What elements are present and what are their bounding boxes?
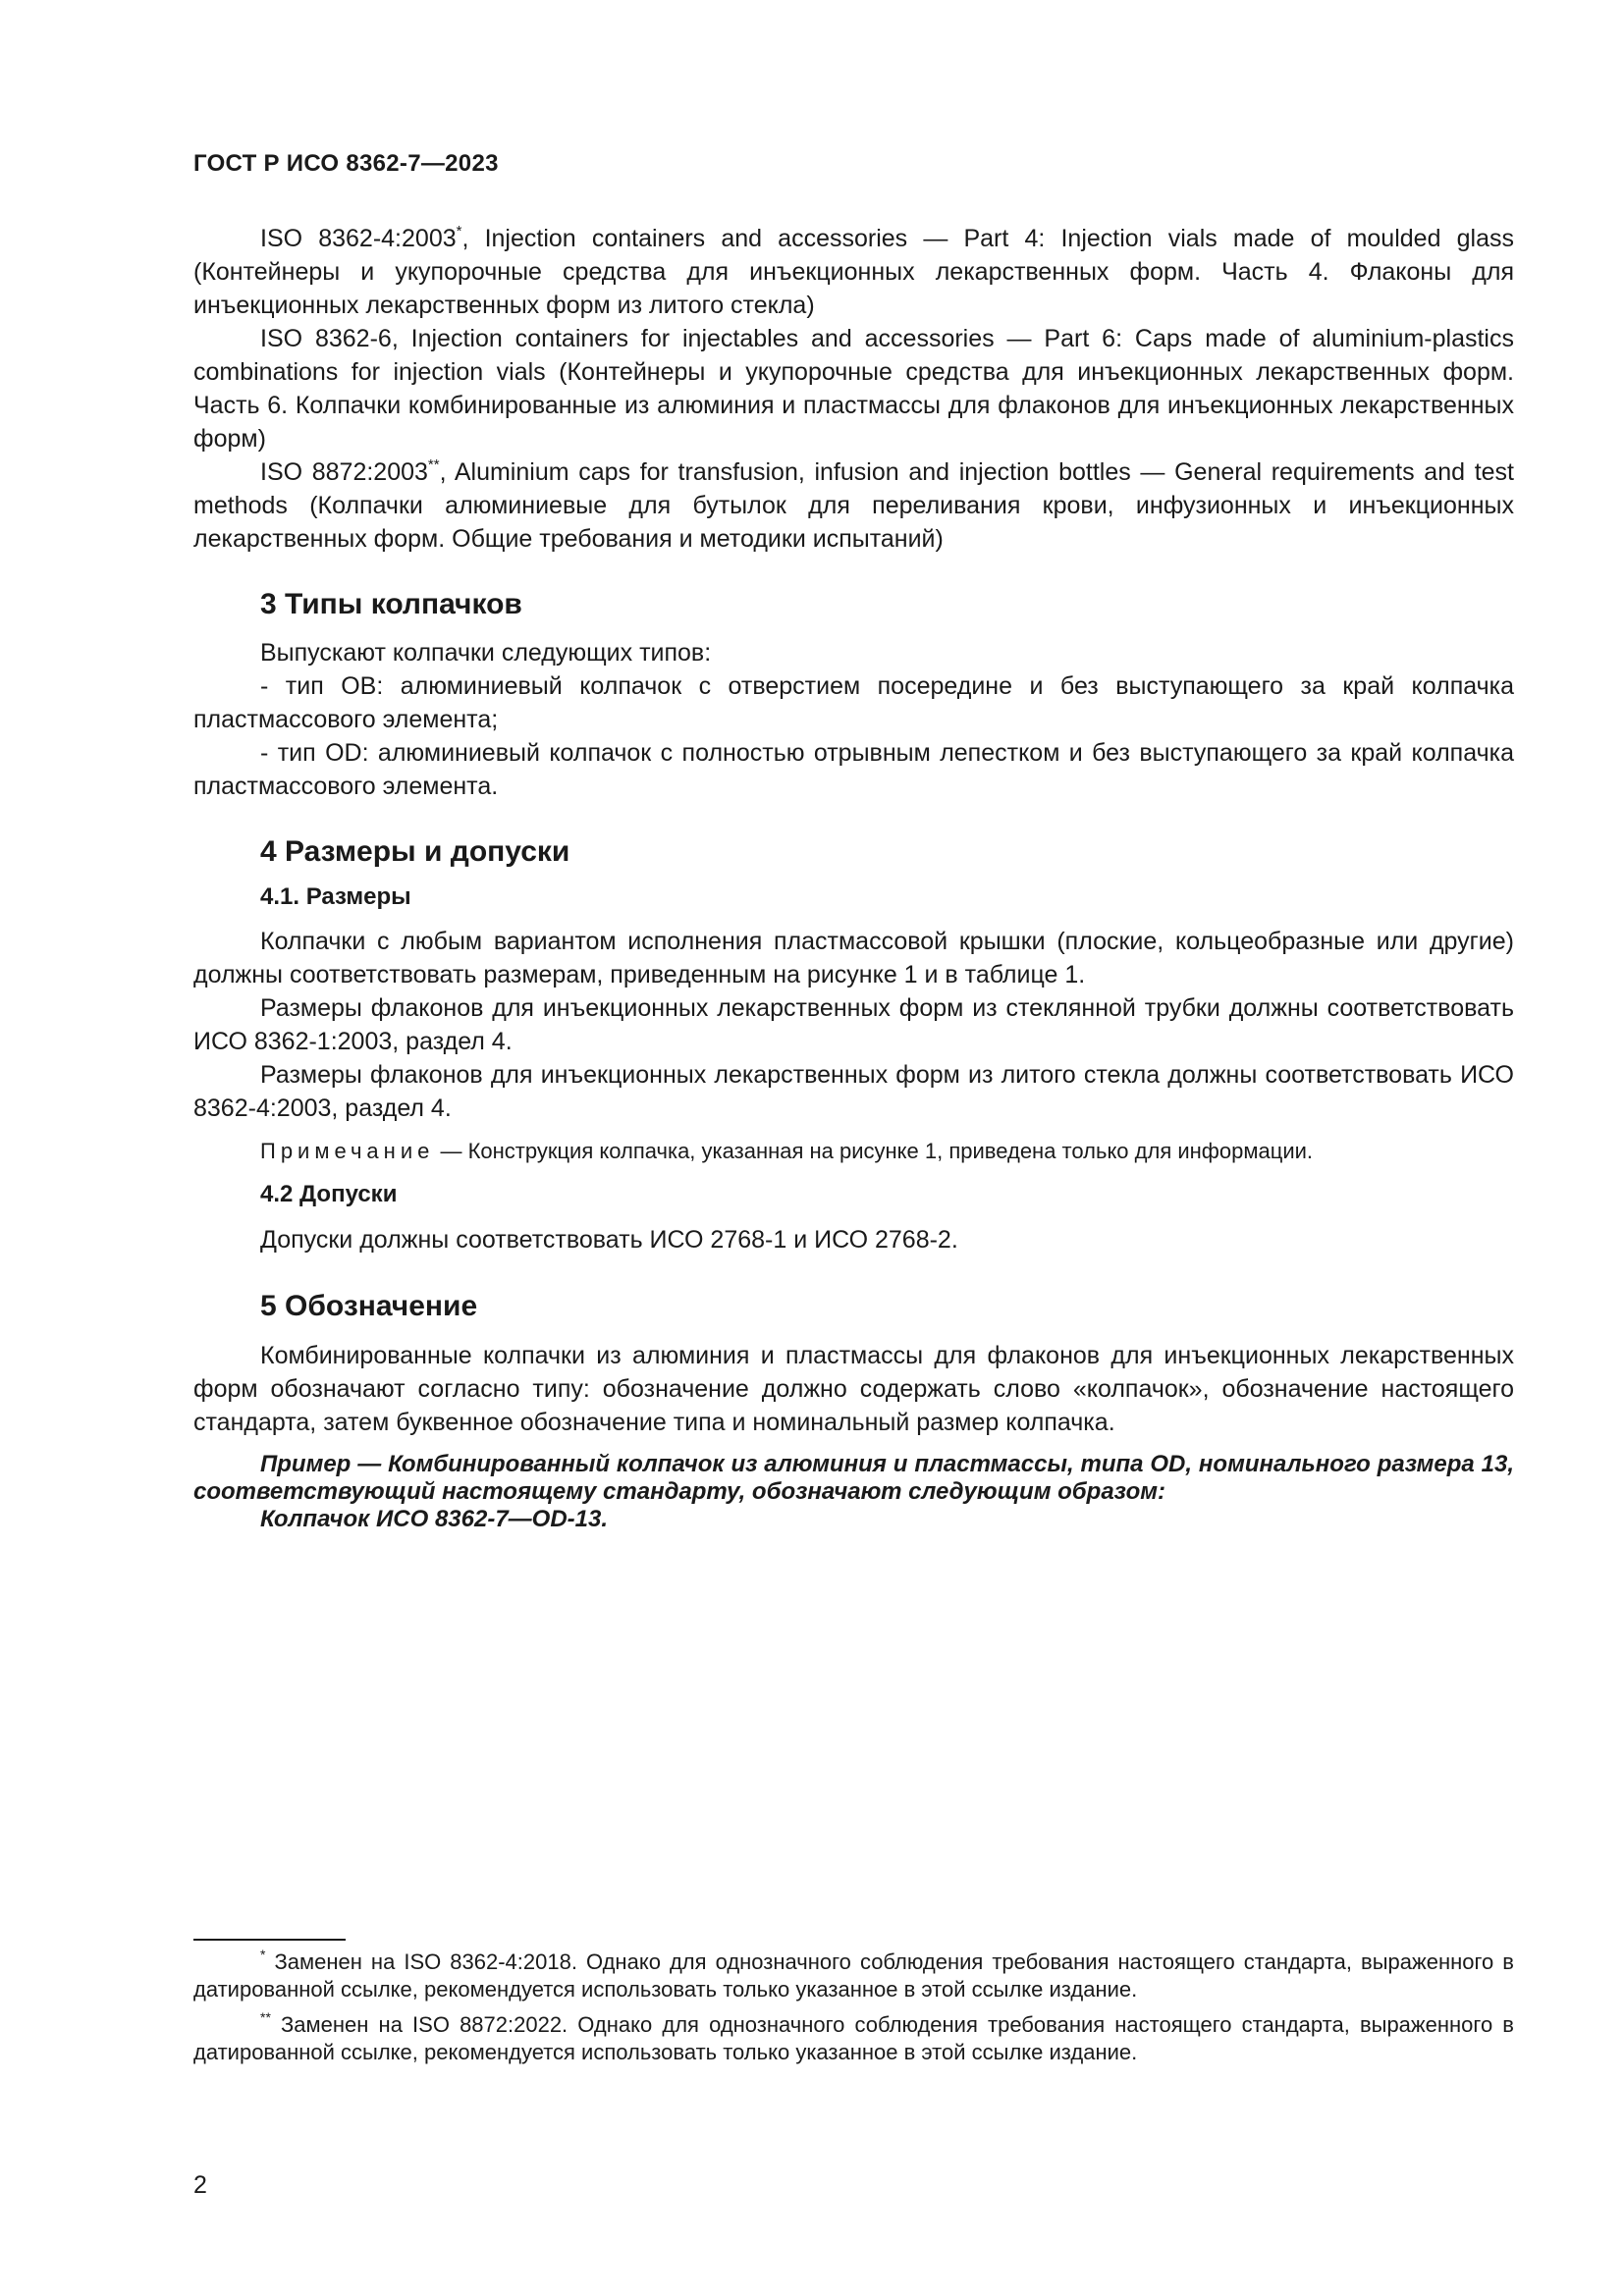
reference-code: ISO 8872:2003 bbox=[260, 458, 428, 486]
paragraph: Комбинированные колпачки из алюминия и пластмассы для флаконов для инъекционных лекарственных форм обозначают согласно типу: обозначение должно содержать слово «колпачок», обозначение настоящего стандарта, затем буквенное обозначение типа и номинальный размер колпачка. bbox=[193, 1342, 1514, 1436]
footnotes bbox=[193, 1949, 1514, 2066]
page-number: 2 bbox=[193, 2171, 207, 2199]
reference-item bbox=[193, 322, 1514, 455]
paragraph: Выпускают колпачки следующих типов: bbox=[260, 639, 712, 667]
note bbox=[193, 1137, 1514, 1166]
paragraph: - тип OD: алюминиевый колпачок с полностью отрывным лепестком и без выступающего за край колпачка пластмассового элемента. bbox=[193, 739, 1514, 800]
note-text: — Конструкция колпачка, указанная на рисунке 1, приведена только для информации. bbox=[434, 1139, 1314, 1163]
section-4-title: 4 Размеры и допуски bbox=[260, 835, 570, 868]
reference-item bbox=[193, 455, 1514, 556]
footnote-text: Заменен на ISO 8872:2022. Однако для однозначного соблюдения требования настоящего стандарта, выраженного в датированной ссылке, рекомендуется использовать только указанное в этой ссылке издание. bbox=[193, 2012, 1514, 2064]
paragraph: Колпачки с любым вариантом исполнения пластмассовой крышки (плоские, кольцеобразные или другие) должны соответствовать размерам, приведенным на рисунке 1 и в таблице 1. bbox=[193, 928, 1514, 988]
paragraph: Допуски должны соответствовать ИСО 2768-1 и ИСО 2768-2. bbox=[260, 1226, 958, 1254]
footnote-text: Заменен на ISO 8362-4:2018. Однако для однозначного соблюдения требования настоящего стандарта, выраженного в датированной ссылке, рекомендуется использовать только указанное в этой ссылке издание. bbox=[193, 1949, 1514, 2002]
paragraph: Размеры флаконов для инъекционных лекарственных форм из стеклянной трубки должны соответствовать ИСО 8362-1:2003, раздел 4. bbox=[193, 994, 1514, 1055]
reference-code: ISO 8362-6 bbox=[260, 325, 392, 352]
footnote-item bbox=[193, 1949, 1514, 2003]
normative-references bbox=[193, 222, 1514, 556]
example-text: Пример — Комбинированный колпачок из алюминия и пластмассы, типа OD, номинального размера 13, соответствующий настоящему стандарту, обозначают следующим образом: bbox=[193, 1451, 1514, 1505]
reference-text: , Aluminium caps for transfusion, infusion and injection bottles — General requirements and test methods (Колпачки алюминиевые для бутылок для переливания крови, инфузионных и инъекционных лекарственных форм. Общие требования и методики испытаний) bbox=[193, 458, 1514, 553]
example-block bbox=[193, 1451, 1514, 1533]
reference-code: ISO 8362-4:2003 bbox=[260, 225, 457, 252]
example-designation: Колпачок ИСО 8362-7—OD-13. bbox=[260, 1506, 609, 1532]
section-3-title: 3 Типы колпачков bbox=[260, 588, 522, 620]
footnote-separator bbox=[193, 1939, 346, 1941]
footnote-item bbox=[193, 2011, 1514, 2066]
footnote-mark: * bbox=[456, 223, 462, 240]
document-page bbox=[193, 0, 1514, 2296]
reference-text: , Injection containers for injectables and accessories — Part 6: Caps made of aluminium-plastics combinations for injection vials (Контейнеры и укупорочные средства для инъекционных лекарственных форм. Часть 6. Колпачки комбинированные из алюминия и пластмассы для флаконов для инъекционных лекарственных форм) bbox=[193, 325, 1514, 453]
section-5-title: 5 Обозначение bbox=[260, 1290, 478, 1322]
reference-item bbox=[193, 222, 1514, 322]
page-header-standard-id: ГОСТ Р ИСО 8362-7—2023 bbox=[193, 150, 499, 177]
document-body bbox=[193, 222, 1514, 1533]
note-label: Примечание bbox=[260, 1139, 435, 1163]
subsection-4-1-title: 4.1. Размеры bbox=[260, 883, 411, 910]
footnote-mark: * bbox=[260, 1947, 266, 1962]
footnote-mark: ** bbox=[427, 456, 440, 473]
paragraph: - тип OB: алюминиевый колпачок с отверстием посередине и без выступающего за край колпачка пластмассового элемента; bbox=[193, 672, 1514, 733]
subsection-4-2-title: 4.2 Допуски bbox=[260, 1181, 398, 1207]
reference-text: , Injection containers and accessories — Part 4: Injection vials made of moulded glass (Контейнеры и укупорочные средства для инъекционных лекарственных форм. Часть 4. Флаконы для инъекционных лекарственных форм из литого стекла) bbox=[193, 225, 1514, 319]
paragraph: Размеры флаконов для инъекционных лекарственных форм из литого стекла должны соответствовать ИСО 8362-4:2003, раздел 4. bbox=[193, 1061, 1514, 1122]
footnote-mark: ** bbox=[260, 2009, 271, 2025]
